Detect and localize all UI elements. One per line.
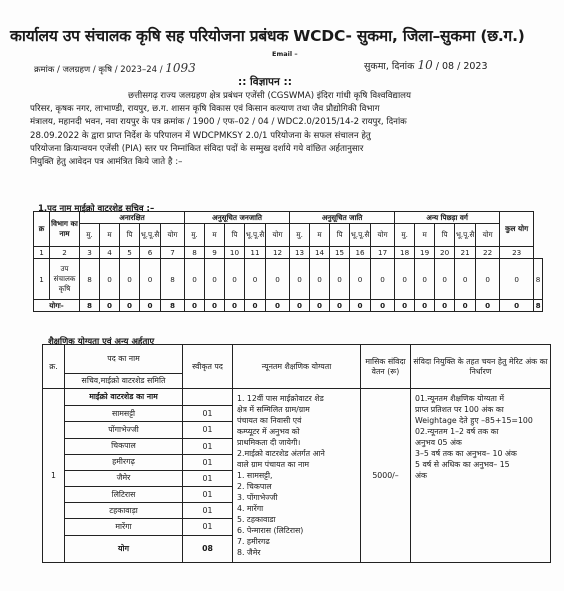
sum-value: 0	[435, 300, 455, 312]
qualification-line: 6. पेन्मारास (लिटिरास)	[237, 526, 304, 535]
row-value: 0	[266, 259, 290, 300]
row-value: 0	[205, 259, 225, 300]
column-number: 1	[34, 247, 50, 259]
column-number: 12	[266, 247, 290, 259]
table-header-row	[34, 212, 543, 224]
qualification-line: क्षेत्र में सम्मिलित ग्राम/ग्राम	[237, 405, 310, 414]
row-value: 0	[455, 259, 476, 300]
subheader-cell: योग	[266, 224, 290, 247]
qualification-line: 2. चिकपाल	[237, 482, 272, 491]
qualification-table	[42, 344, 551, 563]
subheader-cell: योग	[161, 224, 185, 247]
column-number: 6	[140, 247, 161, 259]
section1-title: 1.पद नाम माईक्रो वाटरशेड सचिव :–	[38, 204, 155, 214]
header-category: अन्य पिछड़ा वर्ग	[395, 212, 500, 224]
row-value: 0	[290, 259, 310, 300]
row-value: 0	[120, 259, 140, 300]
column-number: 7	[161, 247, 185, 259]
watershed-count: 01	[183, 422, 233, 438]
watershed-count: 01	[183, 454, 233, 470]
group-empty	[183, 389, 233, 406]
row-value: 0	[185, 259, 205, 300]
watershed-name: टहकावाड़ा	[65, 503, 183, 519]
section2-title: शैक्षणिक योग्यता एवं अन्य अर्हताए	[48, 337, 155, 347]
subheader-cell: पि	[225, 224, 245, 247]
qualification-line: 3. पोंगाभेज्जी	[237, 493, 278, 502]
table-row	[34, 259, 543, 300]
row-value: 0	[245, 259, 266, 300]
watershed-count: 01	[183, 438, 233, 454]
qualification-line: 1. सामसट्टी,	[237, 471, 273, 480]
header-salary: मासिक संविदा वेतन (रू)	[361, 345, 411, 389]
qualification-line: वाले ग्राम पंचायत का नाम	[237, 460, 310, 469]
body-line: मंत्रालय, महानदी भवन, नवा रायपुर के पत्र क्रमांक / 1900 / एफ–02 / 04 / WDC2.0/2015/14-2 रायपुर, दिनांक	[30, 117, 407, 128]
column-number: 2	[50, 247, 80, 259]
row-total: 8	[534, 259, 543, 300]
header-category: अनारक्षित	[80, 212, 185, 224]
column-number: 17	[371, 247, 395, 259]
column-number: 3	[80, 247, 100, 259]
watershed-count: 01	[183, 470, 233, 486]
row-sr: 1	[43, 389, 65, 563]
place-date-prefix: सुकमा, दिनांक	[364, 61, 415, 72]
watershed-name: चिकपाल	[65, 438, 183, 454]
sum-value: 0	[330, 300, 350, 312]
subheader-cell: पि	[120, 224, 140, 247]
column-number: 8	[185, 247, 205, 259]
row-value: 0	[415, 259, 435, 300]
body-line: छत्तीसगढ़ राज्य जलग्रहण क्षेत्र प्रबंधन एजेंसी (CGSWMA) इंदिरा गांधी कृषि विश्वविद्यालय	[128, 91, 411, 101]
header-qualification: न्यूनतम शैक्षणिक योग्यता	[233, 345, 361, 389]
subheader-cell: भू.पू.सै	[245, 224, 266, 247]
sum-value: 0	[310, 300, 330, 312]
criteria-line: 3–5 वर्ष तक का अनुभव– 10 अंक	[415, 449, 517, 458]
column-number: 20	[435, 247, 455, 259]
qualification-line: 5. टहकावाडा	[237, 515, 276, 524]
header-category: अनुसूचित जाति	[290, 212, 395, 224]
column-number: 4	[100, 247, 120, 259]
sum-value: 0	[225, 300, 245, 312]
header-sr: क्र	[34, 212, 50, 247]
sum-value: 8	[80, 300, 100, 312]
row-value: 0	[500, 259, 534, 300]
row-value: 0	[140, 259, 161, 300]
qualification-line: 8. जैमेर	[237, 548, 261, 557]
row-value: 0	[225, 259, 245, 300]
row-value: 0	[476, 259, 500, 300]
criteria-line: अनुभव 05 अंक	[415, 438, 462, 447]
watershed-name: हमीरगढ़	[65, 454, 183, 470]
criteria-line: प्राप्त प्रतिशत पर 100 अंक का	[415, 405, 504, 414]
subheader-cell: मु.	[395, 224, 415, 247]
subheader-cell: योग	[371, 224, 395, 247]
column-number-row	[34, 247, 543, 259]
criteria-line: 02.न्यूनतम 1–2 वर्ष तक का	[415, 427, 499, 436]
body-line: नियुक्ति हेतु आवेदन पत्र आमंत्रित किये जाते है :–	[30, 157, 183, 168]
sum-value: 0	[455, 300, 476, 312]
sum-label: योगः-	[34, 300, 80, 312]
column-number: 22	[476, 247, 500, 259]
row-value: 0	[100, 259, 120, 300]
place-date	[364, 58, 488, 72]
sum-total: 8	[535, 301, 541, 310]
subheader-cell: भू.पू.सै	[350, 224, 371, 247]
row-value: 0	[350, 259, 371, 300]
subheader-cell: पि	[435, 224, 455, 247]
office-heading: कार्यालय उप संचालक कृषि सह परियोजना प्रबंधक WCDC- सुकमा, जिला–सुकमा (छ.ग.)	[10, 27, 525, 45]
subheader-cell: मु.	[290, 224, 310, 247]
body-line: परिसर, कृषक नगर, लाभाण्डी, रायपुर, छ.ग. शासन कृषि विकास एवं किसान कल्याण तथा जैव प्रौद्योगिकी विभाग	[30, 104, 380, 115]
header-sanctioned: स्वीकृत पद	[183, 345, 233, 389]
date-rest: / 08 / 2023	[435, 61, 488, 72]
subheader-cell: म	[100, 224, 120, 247]
reference-number	[34, 61, 196, 75]
row-value: 0	[435, 259, 455, 300]
subheader-cell: मु.	[80, 224, 100, 247]
body-line: परियोजना क्रियान्वयन एजेंसी (PIA) स्तर पर निम्नांकित संविदा पदों के सम्मुख दर्शाये गये वांछित अर्हतानुसार	[30, 143, 364, 154]
qualification-line: प्राथमिकता दी जायेगी।	[237, 438, 301, 447]
column-number: 23	[500, 247, 534, 259]
column-number: 15	[330, 247, 350, 259]
column-number: 9	[205, 247, 225, 259]
subheader-cell: म	[310, 224, 330, 247]
total-label: योग	[65, 535, 183, 562]
row-value: 8	[161, 259, 185, 300]
row-department: उप संचालक कृषि	[50, 259, 80, 300]
watershed-count: 01	[183, 519, 233, 535]
subheader-cell: मु.	[185, 224, 205, 247]
reference-handwritten-number: 1093	[165, 61, 196, 75]
date-day-handwritten: 10	[417, 58, 433, 72]
vacancy-table	[33, 211, 543, 312]
row-value: 0	[371, 259, 395, 300]
sum-value: 0	[415, 300, 435, 312]
row-sr: 1	[34, 259, 50, 300]
notice-body	[30, 90, 550, 169]
post-name: सचिव,माईक्रो वाटरशेड समिति	[65, 374, 183, 389]
sum-value: 0	[290, 300, 310, 312]
watershed-name: सामसट्टी	[65, 406, 183, 422]
row-value: 0	[310, 259, 330, 300]
header-criteria: संविदा नियुक्ति के तहत चयन हेतु मेरिट अंक का निर्धारण	[411, 345, 551, 389]
header-category: अनुसूचित जनजाति	[185, 212, 290, 224]
sum-value: 0	[395, 300, 415, 312]
qualification-line: पंचायत का निवासी एवं	[237, 416, 302, 425]
criteria-line: 5 वर्ष से अधिक का अनुभव– 15	[415, 460, 510, 469]
column-number: 13	[290, 247, 310, 259]
qualification-text	[233, 389, 361, 563]
column-number: 5	[120, 247, 140, 259]
notice-title: :: विज्ञापन ::	[238, 76, 292, 88]
column-number: 18	[395, 247, 415, 259]
sum-value: 0	[266, 300, 290, 312]
subheader-cell: भू.पू.सै	[455, 224, 476, 247]
column-number: 14	[310, 247, 330, 259]
header-department: विभाग का नाम	[50, 212, 80, 247]
sum-value: 0	[185, 300, 205, 312]
column-number: 10	[225, 247, 245, 259]
total-count: 08	[183, 535, 233, 562]
sum-value: 0	[140, 300, 161, 312]
row-value: 8	[80, 259, 100, 300]
reference-prefix: क्रमांक / जलग्रहण / कृषि / 2023–24 /	[34, 65, 163, 75]
email-label: Email –	[272, 50, 298, 58]
row-value: 0	[395, 259, 415, 300]
body-line: 28.09.2022 के द्वारा प्राप्त निर्देश के परिपालन में WDCPMKSY 2.0/1 परियोजना के सफल संचालन हेतु	[30, 130, 371, 141]
watershed-name: मारेंगा	[65, 519, 183, 535]
sum-value: 0	[350, 300, 371, 312]
criteria-line: Weightage देते हुए –85+15=100	[415, 416, 533, 425]
watershed-count: 01	[183, 406, 233, 422]
subheader-cell: भू.पू.सै	[140, 224, 161, 247]
salary-value: 5000/–	[361, 389, 411, 563]
column-number: 11	[245, 247, 266, 259]
header-sr: क्र.	[43, 345, 65, 389]
sum-value: 8	[161, 300, 185, 312]
column-number: 19	[415, 247, 435, 259]
qualification-line: 2.माईक्रो वाटरशेड अंतर्गत आने	[237, 449, 325, 458]
table-subheader-row	[34, 224, 543, 247]
subheader-cell: म	[415, 224, 435, 247]
subheader-cell: पि	[330, 224, 350, 247]
table-header-row	[43, 345, 551, 374]
column-number: 21	[455, 247, 476, 259]
qualification-line: 1. 12वीं पास माईक्रोवाटर शेड	[237, 394, 324, 403]
watershed-count: 01	[183, 487, 233, 503]
group-row	[43, 389, 551, 406]
criteria-text	[411, 389, 551, 563]
subheader-cell: योग	[476, 224, 500, 247]
sum-value: 0	[205, 300, 225, 312]
qualification-line: 4. मारेंगा	[237, 504, 264, 513]
criteria-line: 01.न्यूनतम शैक्षणिक योग्यता में	[415, 394, 505, 403]
qualification-line: 7. हमीरगढ	[237, 537, 270, 546]
subheader-cell: म	[205, 224, 225, 247]
watershed-count: 01	[183, 503, 233, 519]
watershed-name: जैमेर	[65, 470, 183, 486]
header-post: पद का नाम	[65, 345, 183, 374]
sum-value: 0	[500, 300, 534, 312]
qualification-line: कम्प्यूटर में अनुभव को	[237, 427, 300, 436]
column-number: 16	[350, 247, 371, 259]
criteria-line: अंक	[415, 471, 427, 480]
sum-value: 0	[245, 300, 266, 312]
watershed-name: लिटिरास	[65, 487, 183, 503]
watershed-group-label: माईक्रो वाटरशेड का नाम	[65, 389, 183, 406]
row-value: 0	[330, 259, 350, 300]
sum-value: 0	[476, 300, 500, 312]
sum-value: 0	[100, 300, 120, 312]
header-total: कुल योग	[500, 212, 534, 247]
sum-row	[34, 300, 543, 312]
sum-value: 0	[120, 300, 140, 312]
watershed-name: पोंगाभेज्जी	[65, 422, 183, 438]
sum-value: 0	[371, 300, 395, 312]
